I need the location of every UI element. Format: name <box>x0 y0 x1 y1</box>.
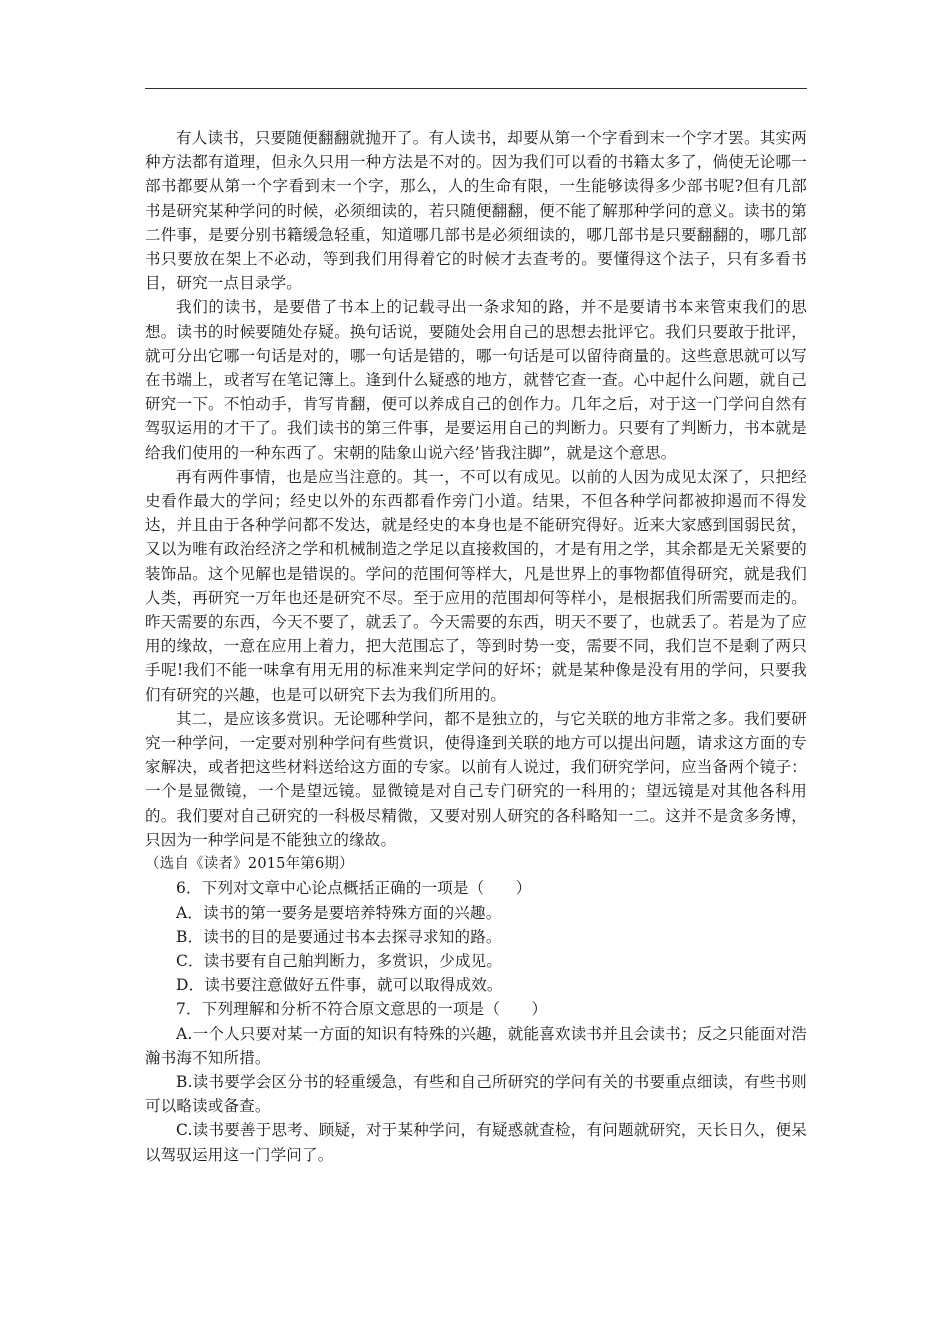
question-6-option-c: C．读书要有自己舶判断力，多赏识，少成见。 <box>176 951 503 970</box>
question-7-stem: 7．下列理解和分析不符合原文意思的一项是（ ） <box>176 1000 548 1019</box>
article-paragraph-3: 再有两件事情，也是应当注意的。其一，不可以有成见。以前的人因为成见太深了，只把经史看作最大的学问；经史以外的东西都看作旁门小道。结果，不但各种学问都被抑遏而不得发达，并且由于各种学问都不发达，就是经史的本身也是不能研究得好。近来大家感到国弱民贫，又以为唯有政治经济之学和机械制造之学足以直接救国的，才是有用之学，其余都是无关紧要的装饰品。这个见解也是错误的。学问的范围何等样大，凡是世界上的事物都值得研究，就是我们人类，再研究一万年也还是研究不尽。至于应用的范围却何等样小，是根据我们所需要而走的。昨天需要的东西，今天不要了，就丢了。今天需要的东西，明天不要了，也就丢了。若是为了应用的缘故，一意在应用上着力，把大范围忘了，等到时势一变，需要不同，我们岂不是剩了两只手呢!我们不能一味拿有用无用的标准来判定学问的好坏；就是某种像是没有用的学问，只要我们有研究的兴趣，也是可以研究下去为我们所用的。 <box>145 467 807 704</box>
question-6-option-d: D．读书要注意做好五件事，就可以取得成效。 <box>176 976 503 995</box>
header-rule <box>145 88 807 89</box>
page-content <box>145 126 807 1167</box>
question-7-option-c: C.读书要善于思考、顾疑，对于某种学问，有疑惑就查检，有问题就研究，天长日久，便呆以驾驭运用这一门学问了。 <box>145 1121 807 1164</box>
question-6-stem: 6．下列对文章中心论点概括正确的一项是（ ） <box>176 879 532 898</box>
question-6-option-b: B．读书的目的是要通过书本去探寻求知的路。 <box>176 927 502 946</box>
article-paragraph-4: 其二，是应该多赏识。无论哪种学问，都不是独立的，与它关联的地方非常之多。我们要研究一种学问，一定要对别种学问有些赏识，使得逢到关联的地方可以提出问题，请求这方面的专家解决，或者把这些材料送给这方面的专家。以前有人说过，我们研究学问，应当备两个镜子：一个是显微镜，一个是望远镜。显微镜是对自己专门研究的一科用的；望远镜是对其他各科用的。我们要对自己研究的一科极尽精微，又要对别人研究的各科略知一二。这并不是贪多务博，只因为一种学问是不能独立的缘故。 <box>145 709 807 849</box>
article-paragraph-1: 有人读书，只要随便翻翻就抛开了。有人读书，却要从第一个字看到末一个字才罢。其实两种方法都有道理，但永久只用一种方法是不对的。因为我们可以看的书籍太多了，倘使无论哪一部书都要从第一个字看到末一个字，那么，人的生命有限，一生能够读得多少部书呢?但有几部书是研究某种学问的时候，必须细读的，若只随便翻翻，便不能了解那种学问的意义。读书的第二件事，是要分别书籍缓急轻重，知道哪几部书是必须细读的，哪几部书是只要翻翻的，哪几部书只要放在架上不必动，等到我们用得着它的时候才去查考的。要懂得这个法子，只有多看书目，研究一点目录学。 <box>145 129 807 293</box>
article-source: （选自《读者》2015年第6期） <box>145 856 354 873</box>
question-7-option-b: B.读书要学会区分书的轻重缓急，有些和自己所研究的学问有关的书要重点细读，有些书则可以略读或备查。 <box>145 1072 807 1116</box>
question-7-option-a: A.一个人只要对某一方面的知识有特殊的兴趣，就能喜欢读书并且会读书；反之只能面对浩瀚书海不知所措。 <box>145 1024 807 1067</box>
question-6-option-a: A．读书的第一要务是要培养特殊方面的兴趣。 <box>176 903 502 922</box>
article-paragraph-2: 我们的读书，是要借了书本上的记载寻出一条求知的路，并不是要请书本来管束我们的思想。读书的时候要随处存疑。换句话说，要随处会用自己的思想去批评它。我们只要敢于批评，就可分出它哪一句话是对的，哪一句话是错的，哪一句话是可以留待商量的。这些意思就可以写在书端上，或者写在笔记簿上。逢到什么疑惑的地方，就替它查一查。心中起什么问题，就自己研究一下。不怕动手，肯写肯翻，便可以养成自己的创作力。几年之后，对于这一门学问自然有驾驭运用的才干了。我们读书的第三件事，是要运用自己的判断力。只要有了判断力，书本就是给我们使用的一种东西了。宋朝的陆象山说六经’皆我注脚”，就是这个意思。 <box>145 298 807 462</box>
